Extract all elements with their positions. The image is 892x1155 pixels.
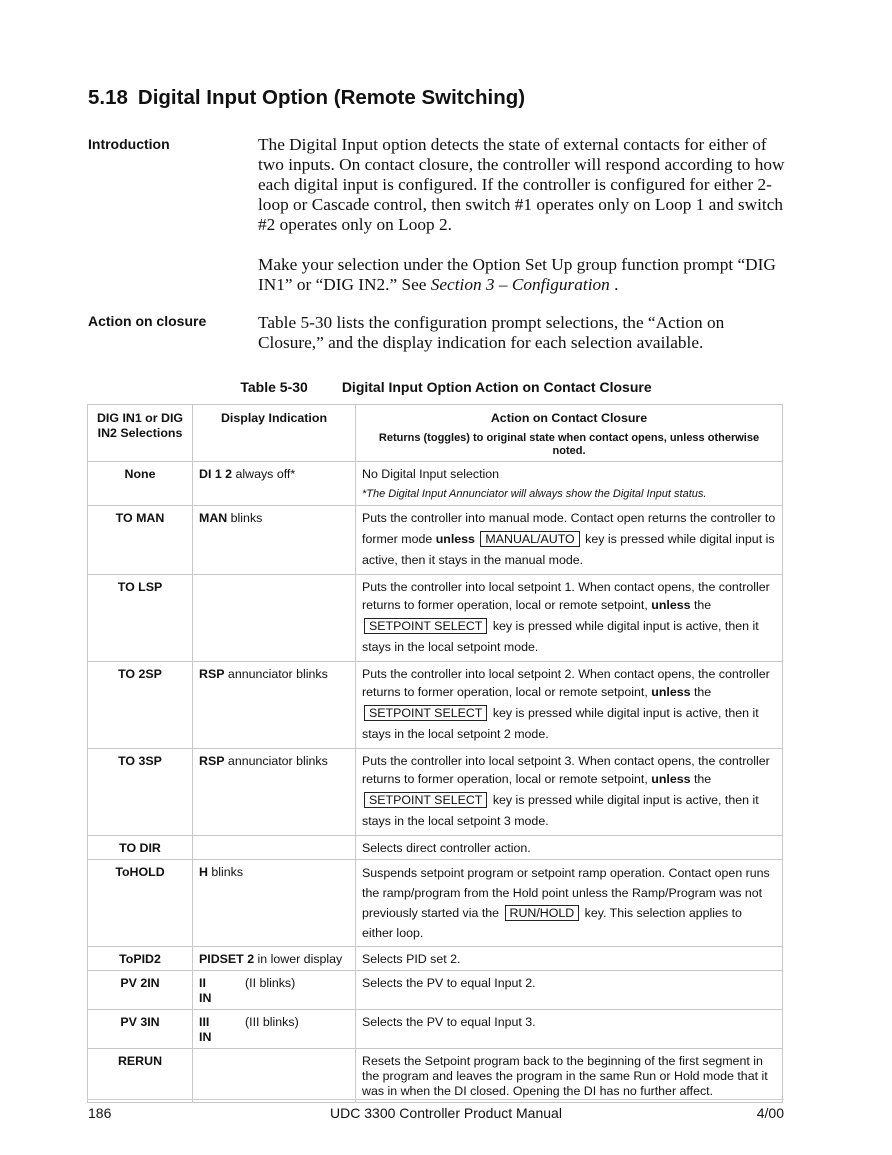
footer-date: 4/00 <box>756 1105 784 1121</box>
action-on-closure-label: Action on closure <box>88 313 207 329</box>
introduction-paragraph-1: The Digital Input option detects the state of external contacts for either of two inputs. On contact closure, the controller will respond according to how each digital input is configured. If the controller is configured for either 2-loop or Cascade control, then switch #1 operates only on Loop 1 and switch #2 operates only on Loop 2. <box>258 135 785 234</box>
table-row: TO 3SP RSP annunciator blinks Puts the controller into local setpoint 3. When contact opens, the controller returns to former operation, local or remote setpoint, unless the SETPOINT SELECT key is pressed while digital input is active, then it stays in the local setpoint 3 mode. <box>88 749 783 836</box>
section-number: 5.18 <box>88 86 128 109</box>
header-action: Action on Contact Closure Returns (toggles) to original state when contact opens, unless otherwise noted. <box>356 405 783 462</box>
section-heading: Digital Input Option (Remote Switching) <box>137 86 526 109</box>
introduction-label: Introduction <box>88 136 170 152</box>
table-row: TO 2SP RSP annunciator blinks Puts the controller into local setpoint 2. When contact opens, the controller returns to former operation, local or remote setpoint, unless the SETPOINT SELECT key is pressed while digital input is active, then it stays in the local setpoint 2 mode. <box>88 662 783 749</box>
table-row: PV 2IN II (II blinks) IN Selects the PV to equal Input 2. <box>88 971 783 1010</box>
header-display-indication: Display Indication <box>193 405 356 462</box>
section-title <box>88 86 525 110</box>
run-hold-key: RUN/HOLD <box>505 905 580 921</box>
introduction-paragraph-2: Make your selection under the Option Set Up group function prompt “DIG IN1” or “DIG IN2.” See Section 3 – Configuration . <box>258 255 776 294</box>
section-reference: Section 3 – Configuration <box>430 275 610 294</box>
table-row: TO MAN MAN blinks Puts the controller into manual mode. Contact open returns the controller to former mode unless MANUAL/AUTO key is pressed while digital input is active, then it stays in the manual mode. <box>88 506 783 575</box>
setpoint-select-key: SETPOINT SELECT <box>364 792 487 808</box>
table-row: None DI 1 2 always off* No Digital Input selection *The Digital Input Annunciator will always show the Digital Input status. <box>88 462 783 506</box>
table-row: TO DIR Selects direct controller action. <box>88 836 783 860</box>
table-header-row <box>88 405 783 462</box>
table-row: ToPID2 PIDSET 2 in lower display Selects PID set 2. <box>88 947 783 971</box>
table-row: ToHOLD H blinks Suspends setpoint program or setpoint ramp operation. Contact open runs the ramp/program from the Hold point unless the Ramp/Program was not previously started via the RUN/HOLD key. This selection applies to either loop. <box>88 860 783 947</box>
digital-input-table <box>87 404 783 1103</box>
introduction-text <box>258 135 788 295</box>
setpoint-select-key: SETPOINT SELECT <box>364 618 487 634</box>
page-number: 186 <box>88 1105 112 1121</box>
footer-title: UDC 3300 Controller Product Manual <box>330 1105 562 1121</box>
table-caption: Table 5-30 Digital Input Option Action on Contact Closure <box>240 379 652 395</box>
footer-divider <box>87 1099 784 1100</box>
table-row: TO LSP Puts the controller into local setpoint 1. When contact opens, the controller returns to former operation, local or remote setpoint, unless the SETPOINT SELECT key is pressed while digital input is active, then it stays in the local setpoint mode. <box>88 575 783 662</box>
table-row: RERUN Resets the Setpoint program back to the beginning of the first segment in the program and leaves the program in the same Run or Hold mode that it was in when the DI closed. Opening the DI has no further affect. <box>88 1049 783 1103</box>
table-row: PV 3IN III (III blinks) IN Selects the PV to equal Input 3. <box>88 1010 783 1049</box>
action-on-closure-text: Table 5-30 lists the configuration prompt selections, the “Action on Closure,” and the display indication for each selection available. <box>258 313 725 352</box>
manual-auto-key: MANUAL/AUTO <box>480 531 579 547</box>
header-selections: DIG IN1 or DIG IN2 Selections <box>88 405 193 462</box>
setpoint-select-key: SETPOINT SELECT <box>364 705 487 721</box>
